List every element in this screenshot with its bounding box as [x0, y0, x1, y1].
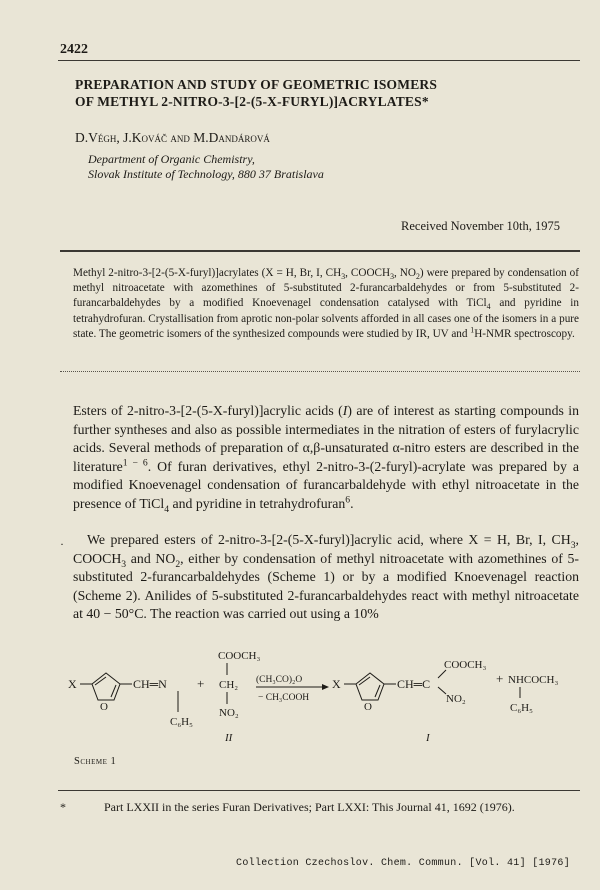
nitro-group-product: NO₂: [446, 693, 466, 705]
acetanilide-phenyl: C₆H₅: [510, 702, 533, 714]
footnote-text: Part LXXII in the series Furan Derivatives; Part LXXI: This Journal 41, 1692 (1976).: [104, 800, 515, 814]
product-ring-oxygen: O: [364, 701, 372, 713]
arrow-head: [322, 684, 329, 690]
reagent-acetic-acid: − CH₃COOH: [258, 693, 310, 703]
ester-group-reactant: COOCH₃: [218, 650, 261, 662]
header-rule: [58, 60, 580, 61]
azomethine-group: CH═N: [133, 677, 167, 691]
ring-oxygen: O: [100, 701, 108, 713]
article-title: PREPARATION AND STUDY OF GEOMETRIC ISOMERS OF METHYL 2-NITRO-3-[2-(5-X-FURYL)]ACRYLATES*: [75, 77, 438, 109]
plus-sign-product: +: [496, 671, 504, 686]
abstract-top-rule: [60, 250, 580, 252]
compound-ii-label: II: [225, 732, 233, 744]
reaction-scheme-1: [60, 640, 590, 790]
product-substituent-x: X: [332, 677, 341, 691]
footnote: [60, 800, 580, 815]
abstract: Methyl 2-nitro-3-[2-(5-X-furyl)]acrylates (X = H, Br, I, $CH_3$, $COOCH_3$, $NO_2$) were prepared by condensation of methyl nitroacetate with azomethines of 5-substituted 2-furancarbaldehydes or from 5-substituted 2-furancarbaldehydes by a modified Knoevenagel condensation catalysed with TiCl$_4$ and pyridine in tetrahydrofuran. Crystallisation from aprotic non-polar solvents afforded in all cases one of the isomers in a pure state. The geometric isomers of the synthesized compounds were studied by IR, UV and $^1$H-NMR spectroscopy.: [73, 267, 580, 340]
methylene-group: CH₂: [219, 679, 239, 691]
nitro-group-reactant: NO₂: [219, 707, 239, 719]
bond-product-ester: [438, 670, 446, 678]
furan-ring-reactant: [80, 673, 132, 700]
phenyl-group: C₆H₅: [170, 716, 193, 728]
substituent-x: X: [68, 677, 77, 691]
body-paragraph-2: We prepared esters of 2-nitro-3-[2-(5-X-furyl)]acrylic acid, where X = H, Br, I, $CH_3$, $COOCH_3$ and $NO_2$, either by condensation of methyl nitroacetate with azomethines of 5-substituted 2-furancarbaldehydes (Scheme 1) or by a modified Knoevenagel reaction (Scheme 2). Anilides of 5-substituted 2-furancarbaldehydes react with methyl nitroacetate at 40 − 50°C. The reaction was carried out using a 10%: [73, 532, 579, 622]
acetanilide-group: NHCOCH₃: [508, 674, 559, 686]
journal-footer: Collection Czechoslov. Chem. Commun. [Vol. 41] [1976]: [236, 858, 570, 869]
affiliation: Department of Organic Chemistry, Slovak Institute of Technology, 880 37 Bratislava: [88, 152, 324, 181]
ester-group-product: COOCH₃: [444, 659, 487, 671]
footnote-rule: [58, 790, 580, 791]
vinyl-group: CH═C: [397, 677, 431, 691]
page-number: 2422: [60, 42, 88, 57]
footnote-mark: *: [60, 800, 66, 814]
reagent-acetic-anhydride: (CH₃CO)₂O: [256, 675, 303, 685]
margin-mark: ·: [60, 537, 64, 551]
scheme-label: Scheme 1: [74, 756, 117, 767]
furan-ring-product: [344, 673, 396, 700]
bond-product-nitro: [438, 687, 446, 694]
authors: D.Végh, J.Kováč and M.Dandárová: [75, 130, 270, 145]
compound-i-label: I: [426, 732, 430, 744]
abstract-bottom-rule: [60, 371, 580, 372]
plus-sign: +: [197, 676, 205, 691]
received-date: Received November 10th, 1975: [401, 219, 560, 233]
body-paragraph-1: Esters of 2-nitro-3-[2-(5-X-furyl)]acrylic acids (I) are of interest as starting compounds in further syntheses and also as possible intermediates in the nitration of esters of furylacrylic acids. Several methods of preparation of α,β-unsaturated α-nitro esters are described in the literature$^{1 - 6}$. Of furan derivatives, ethyl 2-nitro-3-(2-furyl)-acrylate was prepared by a modified Knoevenagel condensation of furancarbaldehyde with ethyl nitroacetate in the presence of TiCl$_4$ and pyridine in tetrahydrofuran$^6$.: [73, 403, 579, 515]
